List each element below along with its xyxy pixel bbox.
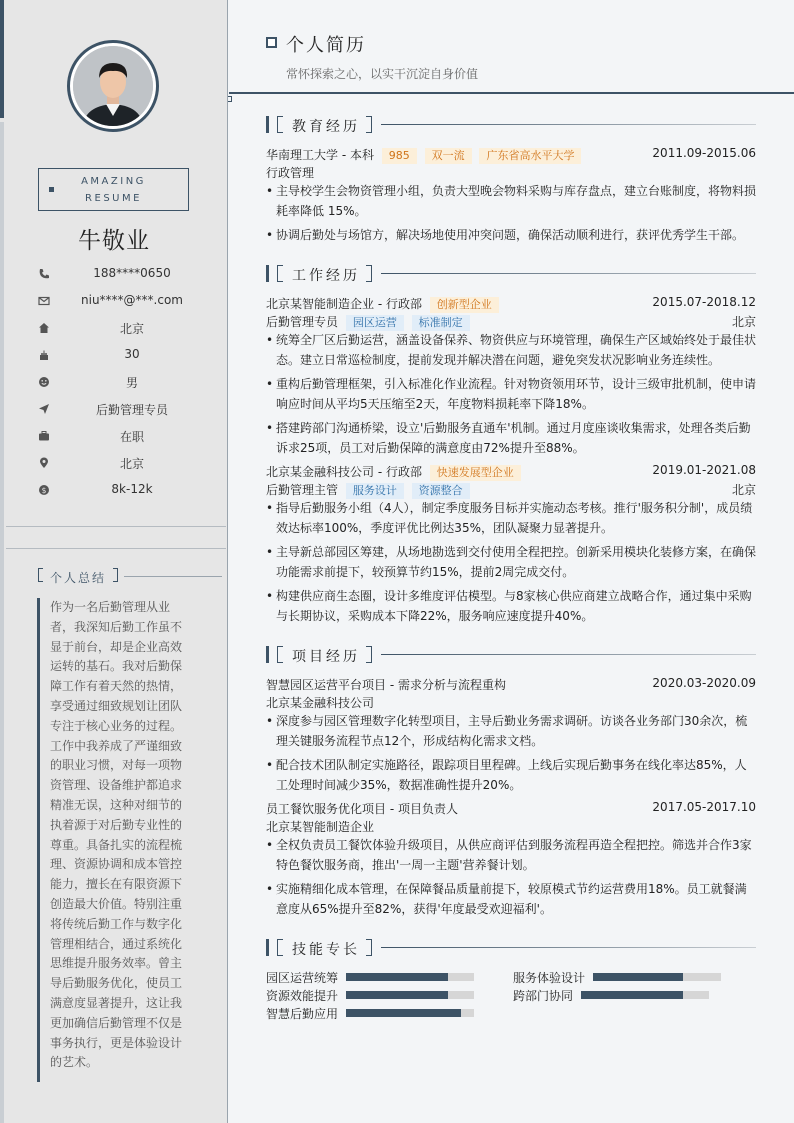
- info-phone: [38, 266, 206, 284]
- summary-accent-bar: [37, 598, 40, 1082]
- info-email: [38, 293, 206, 311]
- education-tag: 广东省高水平大学: [479, 148, 581, 164]
- education-major-row: [266, 164, 756, 181]
- info-salary-value: 8k-12k: [111, 482, 153, 496]
- job-company-row: [266, 463, 756, 480]
- job-period: 2019.01-2021.08: [652, 463, 756, 477]
- avatar: [67, 40, 159, 132]
- company-tag: 创新型企业: [430, 297, 499, 313]
- project-header-row: [266, 676, 756, 693]
- sidebar-accent-bar: [0, 0, 4, 118]
- list-item: • 配合技术团队制定实施路径，跟踪项目里程碑。上线后实现后勤事务在线化率达85%，人工处理时间减少35%，数据准确性提升20%。: [266, 755, 756, 795]
- skill-item: [266, 1005, 476, 1021]
- info-salary: [38, 482, 206, 500]
- info-email-value: niu****@***.com: [81, 293, 183, 307]
- page-subtitle: 常怀探索之心，以实干沉淀自身价值: [286, 67, 479, 81]
- skill-name: 跨部门协同: [513, 989, 574, 1003]
- skill-bar-track: [593, 973, 721, 981]
- job-bullets: [266, 330, 756, 462]
- education-school: 华南理工大学 - 本科: [266, 148, 374, 162]
- info-target-job: [38, 401, 206, 419]
- candidate-name: 牛敬业: [78, 228, 150, 254]
- info-home: [38, 320, 206, 338]
- skill-bar-fill: [346, 991, 448, 999]
- section-title: 工作经历: [292, 268, 360, 284]
- position-tag: 园区运营: [346, 315, 404, 331]
- tag-line-1: AMAZING: [81, 176, 146, 187]
- skill-bar-fill: [346, 1009, 461, 1017]
- project-org-row: [266, 694, 756, 711]
- send-icon: [38, 403, 50, 415]
- project-bullets: [266, 835, 756, 923]
- info-status: [38, 428, 206, 446]
- summary-heading: [38, 568, 188, 584]
- section-title: 项目经历: [292, 649, 360, 665]
- bracket-right: [113, 568, 118, 582]
- job-company: 北京某智能制造企业 - 行政部: [266, 297, 422, 311]
- list-item: • 协调后勤处与场馆方，解决场地使用冲突问题，确保活动顺利进行，获评优秀学生干部。: [266, 225, 756, 245]
- education-bullets: [266, 181, 756, 249]
- section-title: 教育经历: [292, 119, 360, 135]
- cake-icon: [38, 349, 50, 361]
- project-header-row: [266, 800, 756, 817]
- section-title: 技能专长: [292, 942, 360, 958]
- info-home-value: 北京: [119, 322, 144, 336]
- skill-item: [513, 969, 723, 985]
- info-city: [38, 455, 206, 473]
- education-tag: 985: [382, 148, 417, 164]
- position-tag: 服务设计: [346, 483, 404, 499]
- briefcase-icon: [38, 430, 50, 442]
- sidebar-divider: [6, 548, 226, 549]
- skill-bar-fill: [346, 973, 448, 981]
- section-projects-heading: [266, 646, 756, 664]
- job-position-row: [266, 481, 756, 498]
- job-company-row: [266, 295, 756, 312]
- education-period: 2011.09-2015.06: [652, 146, 756, 160]
- position-tag: 资源整合: [412, 483, 470, 499]
- skill-name: 园区运营统筹: [266, 971, 339, 985]
- section-skills-heading: [266, 939, 756, 957]
- job-period: 2015.07-2018.12: [652, 295, 756, 309]
- skill-item: [266, 969, 476, 985]
- smile-icon: [38, 376, 50, 388]
- skill-name: 资源效能提升: [266, 989, 339, 1003]
- project-org: 北京某金融科技公司: [266, 696, 375, 710]
- project-bullets: [266, 711, 756, 799]
- summary-text: 作为一名后勤管理从业者，我深知后勤工作虽不显于前台，却是企业高效运转的基石。我对后勤保障工作有着天然的热情，享受通过细致规划让团队专注于核心业务的过程。工作中我养成了严谨细致的职业习惯，对每一项物资管理、设备维护都追求精准无误，这种对细节的执着源于对后勤专业性的尊重。具备扎实的流程梳理、资源协调和成本管控能力，擅长在有限资源下创造最大价值。特别注重将传统后勤工作与数字化管理相结合，通过系统化思维提升服务效率。曾主导后勤服务优化，使员工满意度显著提升，这让我更加确信后勤管理不仅是事务执行，更是体验设计的艺术。: [50, 600, 183, 1070]
- skill-bar-track: [346, 991, 474, 999]
- email-icon: [38, 295, 50, 307]
- skill-bar-fill: [581, 991, 683, 999]
- info-phone-value: 188****0650: [93, 266, 171, 280]
- bracket-left: [38, 568, 43, 582]
- project-period: 2020.03-2020.09: [652, 676, 756, 690]
- list-item: • 深度参与园区管理数字化转型项目，主导后勤业务需求调研。访谈各业务部门30余次，梳理关键服务流程节点12个，形成结构化需求文档。: [266, 711, 756, 751]
- education-header-row: [266, 146, 756, 163]
- list-item: • 实施精细化成本管理，在保障餐品质量前提下，较原模式节约运营费用18%。员工就餐满意度从65%提升至82%，获得'年度最受欢迎福利'。: [266, 879, 756, 919]
- list-item: • 主导校学生会物资管理小组，负责大型晚会物料采购与库存盘点，建立台账制度，将物料损耗率降低 15%。: [266, 181, 756, 221]
- info-status-value: 在职: [119, 430, 144, 444]
- header-divider: [229, 92, 794, 94]
- main-content: [229, 0, 794, 1123]
- sidebar-divider: [6, 526, 226, 527]
- info-gender: [38, 374, 206, 392]
- sidebar-accent-track: [0, 122, 4, 1123]
- tag-line-2: RESUME: [85, 193, 142, 204]
- skill-name: 服务体验设计: [513, 971, 586, 985]
- project-org-row: [266, 818, 756, 835]
- svg-text:$: $: [41, 485, 47, 495]
- project-period: 2017.05-2017.10: [652, 800, 756, 814]
- home-icon: [38, 322, 50, 334]
- title-square-icon: [266, 37, 277, 48]
- info-city-value: 北京: [119, 457, 144, 471]
- section-work-heading: [266, 265, 756, 283]
- resume-tag-box: [38, 168, 189, 211]
- info-age-value: 30: [124, 347, 140, 361]
- job-company: 北京某金融科技公司 - 行政部: [266, 465, 422, 479]
- job-position-row: [266, 313, 756, 330]
- skill-bar-fill: [593, 973, 683, 981]
- skill-item: [266, 987, 476, 1003]
- money-icon: [38, 484, 50, 496]
- job-location: 北京: [731, 483, 756, 497]
- list-item: • 搭建跨部门沟通桥梁，设立'后勤服务直通车'机制。通过月度座谈收集需求，处理各类后勤诉求25项，员工对后勤保障的满意度由72%提升至88%。: [266, 418, 756, 458]
- phone-icon: [38, 268, 50, 280]
- skill-bar-track: [346, 1009, 474, 1017]
- location-pin-icon: [38, 457, 50, 469]
- skill-item: [513, 987, 723, 1003]
- list-item: • 指导后勤服务小组（4人），制定季度服务目标并实施动态考核。推行'服务积分制'，成员绩效达标率100%，季度评优比例达35%，团队凝聚力显著提升。: [266, 498, 756, 538]
- company-tag: 快速发展型企业: [430, 465, 521, 481]
- project-org: 北京某智能制造企业: [266, 820, 375, 834]
- project-name: 智慧园区运营平台项目 - 需求分析与流程重构: [266, 678, 506, 692]
- list-item: • 主导新总部园区筹建，从场地勘选到交付使用全程把控。创新采用模块化装修方案，在确保功能需求前提下，较预算节约15%，提前2周完成交付。: [266, 542, 756, 582]
- sidebar: [0, 0, 228, 1123]
- header-tick: [228, 96, 232, 102]
- education-tag: 双一流: [425, 148, 472, 164]
- education-major: 行政管理: [266, 166, 315, 180]
- info-age: [38, 347, 206, 365]
- info-gender-value: 男: [125, 376, 138, 390]
- job-position: 后勤管理专员: [266, 315, 339, 329]
- summary-title: 个人总结: [50, 571, 107, 585]
- project-name: 员工餐饮服务优化项目 - 项目负责人: [266, 802, 458, 816]
- page-title: 个人简历: [286, 35, 366, 56]
- list-item: • 构建供应商生态圈，设计多维度评估模型。与8家核心供应商建立战略合作，通过集中采购与长期协议，采购成本下降22%，服务响应速度提升40%。: [266, 586, 756, 626]
- info-target-job-value: 后勤管理专员: [95, 403, 168, 417]
- job-bullets: [266, 498, 756, 630]
- list-item: • 统筹全厂区后勤运营，涵盖设备保养、物资供应与环境管理，确保生产区域始终处于最佳状态。建立日常巡检制度，提前发现并解决潜在问题，避免突发状况影响业务连续性。: [266, 330, 756, 370]
- tag-square-icon: [49, 187, 54, 192]
- job-location: 北京: [731, 315, 756, 329]
- position-tag: 标准制定: [412, 315, 470, 331]
- skill-bar-track: [581, 991, 709, 999]
- summary-heading-line: [124, 576, 222, 577]
- list-item: • 全权负责员工餐饮体验升级项目，从供应商评估到服务流程再造全程把控。筛选并合作3家特色餐饮服务商，推出'一周一主题'营养餐计划。: [266, 835, 756, 875]
- list-item: • 重构后勤管理框架，引入标准化作业流程。针对物资领用环节，设计三级审批机制，使申请响应时间从平均5天压缩至2天，年度物料损耗率下降18%。: [266, 374, 756, 414]
- profile-photo: [73, 46, 153, 126]
- section-education-heading: [266, 116, 756, 134]
- job-position: 后勤管理主管: [266, 483, 339, 497]
- skill-bar-track: [346, 973, 474, 981]
- skill-name: 智慧后勤应用: [266, 1007, 339, 1021]
